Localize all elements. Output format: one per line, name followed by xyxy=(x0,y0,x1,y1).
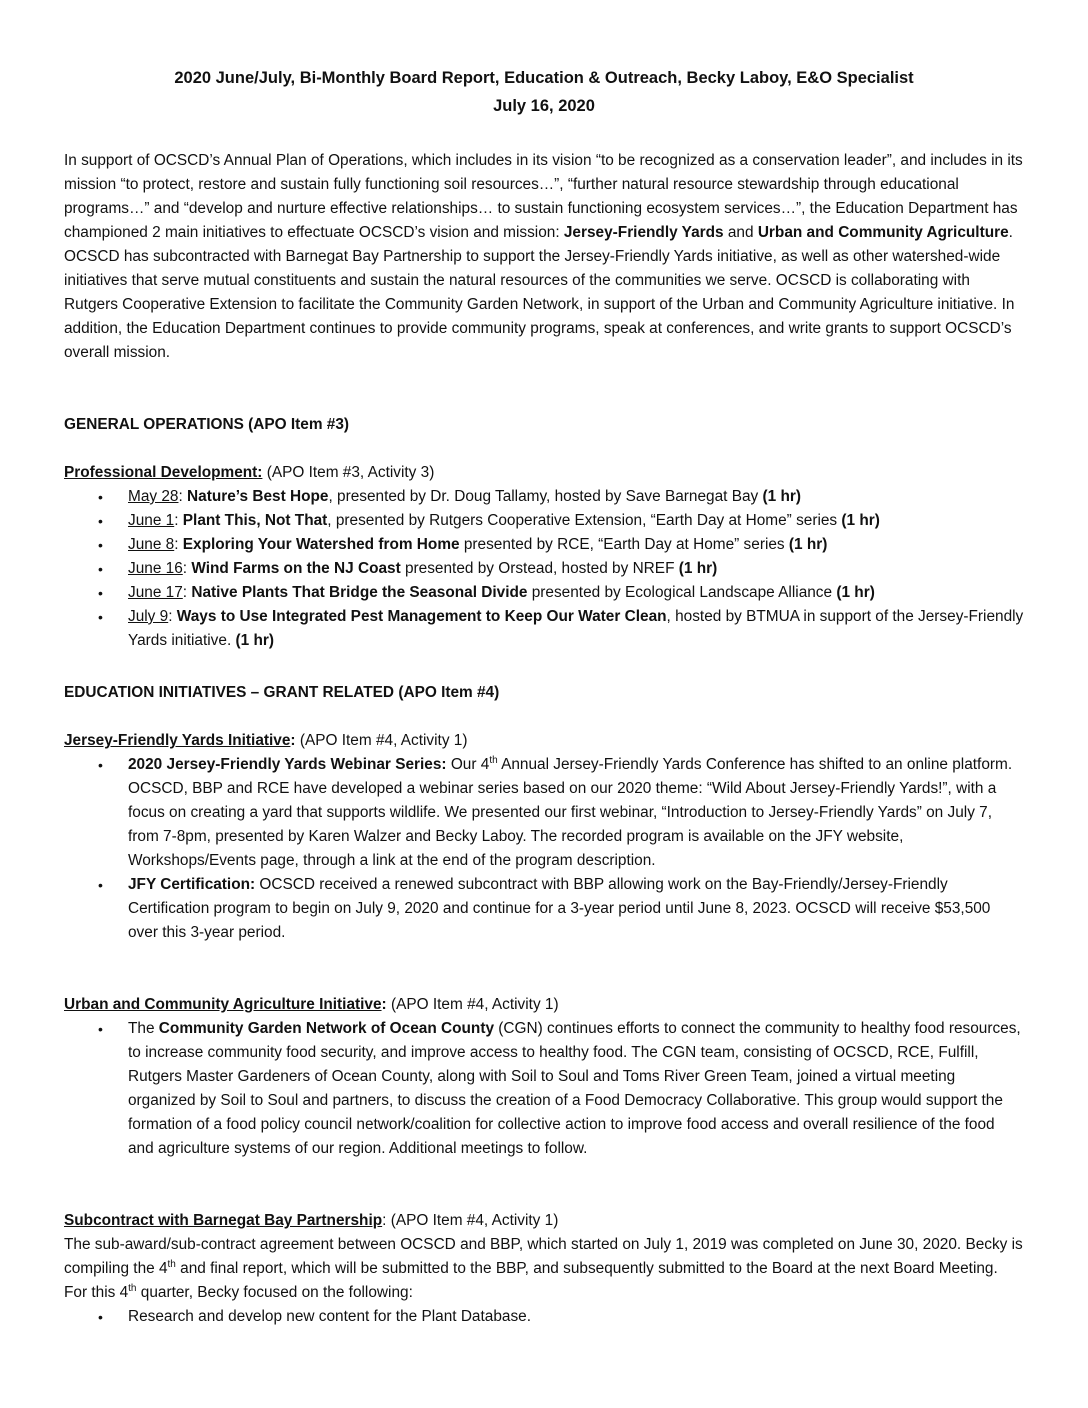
education-initiatives-heading: EDUCATION INITIATIVES – GRANT RELATED (APO Item #4) xyxy=(64,684,500,701)
event-date: June 16 xyxy=(128,560,183,577)
bbp-text-end: quarter, Becky focused on the following: xyxy=(136,1284,413,1301)
webinar-text: Our 4 xyxy=(446,756,490,773)
event-date: June 1 xyxy=(128,512,175,529)
professional-development-section xyxy=(64,461,1024,653)
event-duration: (1 hr) xyxy=(841,512,880,529)
uca-ref: (APO Item #4, Activity 1) xyxy=(386,996,559,1013)
intro-text: In support of OCSCD’s Annual Plan of Operations, which includes in its vision “to be recognized as a conservation leader”, and includes in its mission “to protect, restore and sustain fully functioning soil resources…”, “further natural resource stewardship through educational programs…” and “develop and nurture effective relationships… to sustain functioning ecosystem services…”, the Education Department has championed 2 main initiatives to effectuate OCSCD’s vision and mission: xyxy=(64,152,1023,241)
certification-text: OCSCD received a renewed subcontract with BBP allowing work on the Bay-Friendly/Jersey-Friendly Certification program to begin on July 9, 2020 and continue for a 3-year period until June 8, 2023. OCSCD will receive $53,500 over this 3-year period. xyxy=(128,876,991,941)
list-item xyxy=(64,485,1024,509)
intro-uca-bold: Urban and Community Agriculture xyxy=(757,224,1009,241)
report-date: July 16, 2020 xyxy=(493,97,595,115)
uca-colon: : xyxy=(381,996,387,1013)
bbp-text-mid: and final report, which will be submitted to the BBP, and subsequently submitted to the Board at the next Board Meeting. For this 4 xyxy=(64,1260,998,1301)
list-item xyxy=(64,533,1024,557)
event-sep: : xyxy=(178,488,188,505)
bbp-ref: (APO Item #4, Activity 1) xyxy=(386,1212,559,1229)
intro-text-rest: . OCSCD has subcontracted with Barnegat Bay Partnership to support the Jersey-Friendly Yards initiative, as well as other watershed-wide initiatives that serve mutual constituents and sustain the natural resources of the communities we serve. OCSCD is collaborating with Rutgers Cooperative Extension to facilitate the Community Garden Network, in support of the Urban and Community Agriculture initiative. In addition, the Education Department continues to provide community programs, speak at conferences, and write grants to support OCSCD’s overall mission. xyxy=(64,224,1015,361)
superscript: th xyxy=(167,1258,176,1270)
event-sep: : xyxy=(174,536,183,553)
event-date: June 17 xyxy=(128,584,183,601)
bbp-label: Subcontract with Barnegat Bay Partnership xyxy=(64,1212,383,1229)
bbp-section xyxy=(64,1209,1024,1329)
event-title: Nature’s Best Hope xyxy=(187,488,329,505)
event-duration: (1 hr) xyxy=(762,488,801,505)
list-item xyxy=(64,605,1024,653)
event-sep: : xyxy=(182,560,192,577)
event-duration: (1 hr) xyxy=(235,632,274,649)
list-item xyxy=(64,1017,1024,1161)
event-duration: (1 hr) xyxy=(678,560,718,577)
event-title: Exploring Your Watershed from Home xyxy=(182,536,460,553)
professional-development-heading xyxy=(64,461,1024,485)
certification-label: JFY Certification: xyxy=(128,876,256,893)
report-title: 2020 June/July, Bi-Monthly Board Report, Education & Outreach, Becky Laboy, E&O Specialist xyxy=(174,69,914,87)
event-title: Plant This, Not That xyxy=(182,512,328,529)
event-sep: : xyxy=(174,512,183,529)
intro-jfy-bold: Jersey-Friendly Yards xyxy=(563,224,724,241)
event-details: , presented by Dr. Doug Tallamy, hosted by Save Barnegat Bay xyxy=(328,488,763,505)
jfy-heading xyxy=(64,729,1024,753)
event-sep: : xyxy=(182,584,192,601)
event-sep: : xyxy=(168,608,177,625)
jfy-label: Jersey-Friendly Yards Initiative xyxy=(64,732,291,749)
jfy-section xyxy=(64,729,1024,945)
list-item xyxy=(64,509,1024,533)
bbp-paragraph xyxy=(64,1233,1024,1305)
bbp-list xyxy=(64,1305,1024,1329)
professional-development-list xyxy=(64,485,1024,653)
event-title: Native Plants That Bridge the Seasonal Divide xyxy=(191,584,528,601)
general-operations-heading: GENERAL OPERATIONS (APO Item #3) xyxy=(64,416,350,433)
event-details: presented by Ecological Landscape Alliance xyxy=(527,584,837,601)
event-date: May 28 xyxy=(128,488,179,505)
event-date: June 8 xyxy=(128,536,175,553)
event-title: Ways to Use Integrated Pest Management to Keep Our Water Clean xyxy=(176,608,667,625)
event-title: Wind Farms on the NJ Coast xyxy=(191,560,401,577)
event-duration: (1 hr) xyxy=(836,584,875,601)
event-details: presented by RCE, “Earth Day at Home” series xyxy=(459,536,789,553)
intro-text-and: and xyxy=(723,224,758,241)
webinar-text-rest: Annual Jersey-Friendly Yards Conference has shifted to an online platform. OCSCD, BBP and RCE have developed a webinar series based on our 2020 theme: “Wild About Jersey-Friendly Yards!”, with a focus on creating a yard that supports wildlife. We presented our first webinar, “Introduction to Jersey-Friendly Yards” on July 7, from 7-8pm, presented by Karen Walzer and Becky Laboy. The recorded program is available on the JFY website, Workshops/Events page, through a link at the end of the program description. xyxy=(128,756,1013,869)
jfy-list xyxy=(64,753,1024,945)
uca-list xyxy=(64,1017,1024,1161)
list-item xyxy=(64,557,1024,581)
event-date: July 9 xyxy=(128,608,169,625)
cgn-text: (CGN) continues efforts to connect the community to healthy food resources, to increase community food security, and improve access to healthy food. The CGN team, consisting of OCSCD, RCE, Fulfill, Rutgers Master Gardeners of Ocean County, along with Soil to Soul and Toms River Green Team, joined a virtual meeting organized by Soil to Soul and partners, to discuss the creation of a Food Democracy Collaborative. This group would support the formation of a food policy council network/coalition for collective action to improve food access and overall resilience of the food and agriculture systems of our region. Additional meetings to follow. xyxy=(128,1020,1021,1157)
bbp-colon: : xyxy=(382,1212,387,1229)
uca-label: Urban and Community Agriculture Initiative xyxy=(64,996,382,1013)
event-details: , presented by Rutgers Cooperative Extension, “Earth Day at Home” series xyxy=(327,512,842,529)
event-duration: (1 hr) xyxy=(788,536,828,553)
webinar-label: 2020 Jersey-Friendly Yards Webinar Series: xyxy=(128,756,447,773)
event-details: presented by Orstead, hosted by NREF xyxy=(400,560,679,577)
superscript: th xyxy=(128,1282,137,1294)
intro-paragraph xyxy=(64,149,1024,365)
jfy-ref: (APO Item #4, Activity 1) xyxy=(295,732,468,749)
list-item: • Research and develop new content for the Plant Database. xyxy=(64,1305,1024,1329)
bbp-text: The sub-award/sub-contract agreement between OCSCD and BBP, which started on July 1, 2019 was completed on June 30, 2020. Becky is compiling the 4 xyxy=(64,1236,1023,1277)
professional-development-ref: (APO Item #3, Activity 3) xyxy=(262,464,435,481)
list-item xyxy=(64,753,1024,873)
uca-heading xyxy=(64,993,1024,1017)
uca-section xyxy=(64,993,1024,1161)
cgn-pre: The xyxy=(128,1020,159,1037)
cgn-name: Community Garden Network of Ocean County xyxy=(158,1020,495,1037)
superscript: th xyxy=(489,754,498,766)
list-item xyxy=(64,581,1024,605)
professional-development-label: Professional Development: xyxy=(64,464,263,481)
event-details: , hosted by BTMUA in support of the Jersey-Friendly Yards initiative. xyxy=(128,608,1024,649)
list-item xyxy=(64,873,1024,945)
bbp-heading xyxy=(64,1209,1024,1233)
jfy-colon: : xyxy=(290,732,296,749)
